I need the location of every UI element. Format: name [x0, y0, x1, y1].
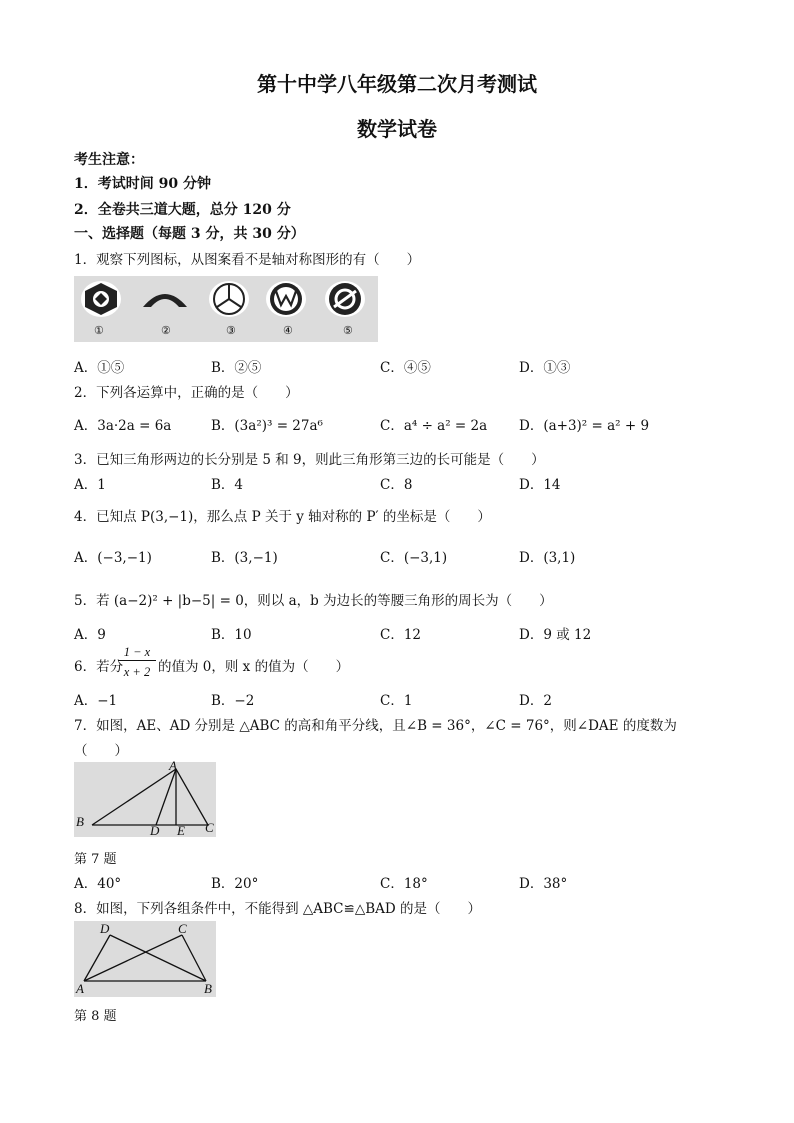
page-subtitle: 数学试卷 — [357, 117, 437, 141]
logo-1-icon — [81, 281, 121, 317]
q8-label-b: B — [204, 981, 212, 996]
q7-option-d: D．38° — [519, 876, 568, 892]
notice-item-1: 1．考试时间 90 分钟 — [74, 176, 211, 192]
q4-option-a: A．(−3,−1) — [74, 550, 152, 566]
question-6-suffix: 的值为 0，则 x 的值为（ ） — [158, 659, 350, 675]
q8-caption: 第 8 题 — [74, 1009, 117, 1024]
q7-caption: 第 7 题 — [74, 852, 117, 867]
q3-option-d: D．14 — [519, 477, 561, 493]
q7-option-c: C．18° — [380, 876, 428, 892]
q1-option-c: C．④⑤ — [380, 360, 431, 376]
q1-option-b: B．②⑤ — [211, 360, 262, 376]
notice-item-2: 2．全卷共三道大题，总分 120 分 — [74, 202, 291, 218]
question-7-cont: （ ） — [74, 743, 128, 759]
q8-label-c: C — [178, 921, 187, 936]
logo-3-icon — [209, 281, 249, 317]
page-title: 第十中学八年级第二次月考测试 — [257, 72, 537, 96]
q7-triangle-figure — [74, 758, 216, 838]
q6-fraction-numerator: 1 − x — [118, 645, 156, 661]
q7-label-e: E — [177, 823, 185, 838]
question-1: 1．观察下列图标，从图案看不是轴对称图形的有（ ） — [74, 252, 421, 268]
q2-option-b: B．(3a²)³ = 27a⁶ — [211, 418, 323, 434]
q3-option-b: B．4 — [211, 477, 244, 493]
q7-label-c: C — [205, 820, 214, 835]
logo-5-icon — [325, 281, 365, 317]
q2-option-c: C．a⁴ ÷ a² = 2a — [380, 418, 488, 434]
q7-label-d: D — [150, 823, 160, 838]
q6-fraction-denominator: x + 2 — [123, 665, 151, 679]
q5-option-b: B．10 — [211, 627, 252, 643]
q5-option-c: C．12 — [380, 627, 422, 643]
q3-option-c: C．8 — [380, 477, 413, 493]
q8-label-a: A — [76, 981, 84, 996]
logo-label-5: ⑤ — [343, 324, 353, 337]
q3-option-a: A．1 — [74, 477, 106, 493]
q5-option-d: D．9 或 12 — [519, 627, 592, 643]
q8-label-d: D — [100, 921, 110, 936]
q7-label-b: B — [76, 814, 84, 829]
q7-option-b: B．20° — [211, 876, 259, 892]
logo-4-icon — [266, 281, 306, 317]
q1-option-a: A．①⑤ — [74, 360, 125, 376]
q6-option-b: B．−2 — [211, 693, 255, 709]
q7-label-a: A — [169, 758, 177, 773]
q8-triangles-figure — [74, 921, 216, 997]
question-6-prefix: 6．若分 — [74, 659, 124, 675]
logo-label-2: ② — [161, 324, 171, 337]
logo-label-3: ③ — [226, 324, 236, 337]
logo-strip-image — [74, 276, 378, 342]
question-3: 3．已知三角形两边的长分别是 5 和 9，则此三角形第三边的长可能是（ ） — [74, 452, 545, 468]
section-heading: 一、选择题（每题 3 分，共 30 分） — [74, 226, 305, 242]
logo-2-icon — [139, 281, 191, 317]
q4-option-d: D．(3,1) — [519, 550, 576, 566]
q5-option-a: A．9 — [74, 627, 106, 643]
question-7: 7．如图，AE、AD 分别是 △ABC 的高和角平分线，且∠B = 36°，∠C = 76°，则∠DAE 的度数为 — [74, 718, 677, 734]
q6-option-c: C．1 — [380, 693, 413, 709]
question-5: 5．若 (a−2)² + |b−5| = 0，则以 a，b 为边长的等腰三角形的周长为（ ） — [74, 593, 553, 609]
notice-heading: 考生注意： — [74, 152, 144, 168]
q1-option-d: D．①③ — [519, 360, 571, 376]
q6-option-d: D．2 — [519, 693, 552, 709]
q4-option-c: C．(−3,1) — [380, 550, 448, 566]
q2-option-a: A．3a·2a = 6a — [74, 418, 172, 434]
q4-option-b: B．(3,−1) — [211, 550, 278, 566]
q7-option-a: A．40° — [74, 876, 122, 892]
logo-label-1: ① — [94, 324, 104, 337]
q2-option-d: D．(a+3)² = a² + 9 — [519, 418, 650, 434]
logo-label-4: ④ — [283, 324, 293, 337]
question-8: 8．如图，下列各组条件中，不能得到 △ABC≌△BAD 的是（ ） — [74, 901, 481, 917]
q6-option-a: A．−1 — [74, 693, 118, 709]
question-2: 2．下列各运算中，正确的是（ ） — [74, 385, 299, 401]
question-4: 4．已知点 P(3,−1)，那么点 P 关于 y 轴对称的 P′ 的坐标是（ ） — [74, 509, 491, 525]
